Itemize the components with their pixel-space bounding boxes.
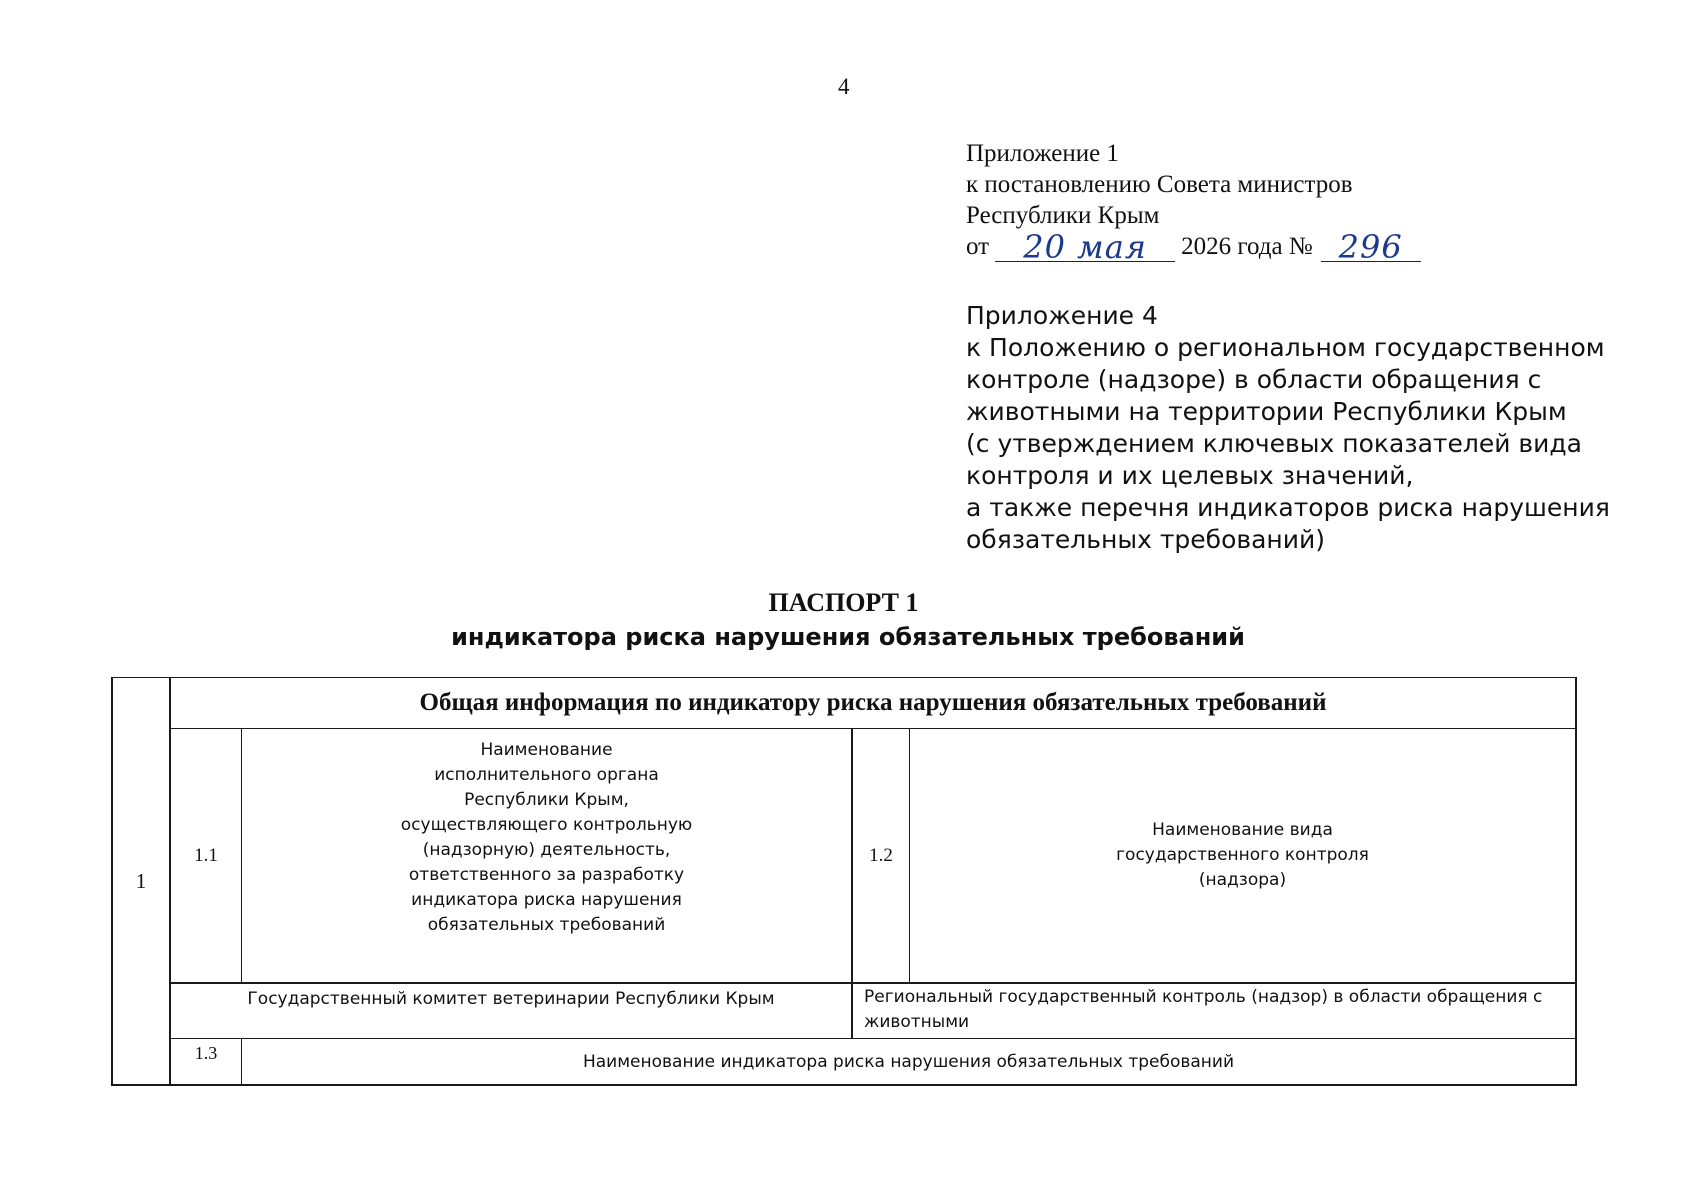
cell-label-1-1: [242, 729, 851, 943]
number-field: [1321, 228, 1421, 266]
label-line: ответственного за разработку: [408, 865, 685, 885]
appendix-4-line: контроля и их целевых значений,: [966, 461, 1414, 490]
appendix-4-line: к Положению о региональном государственном: [966, 333, 1605, 362]
label-line: Наименование: [480, 740, 613, 760]
cell-value-1-1: Государственный комитет ветеринарии Республики Крым: [247, 989, 775, 1009]
document-subtitle: индикатора риска нарушения обязательных требований: [451, 623, 1245, 651]
document-title: ПАСПОРТ 1: [768, 588, 919, 617]
appendix-4-line: животными на территории Республики Крым: [966, 397, 1567, 426]
label-line: государственного контроля: [1116, 845, 1369, 865]
appendix-1-date-line: [966, 228, 1421, 266]
appendix-4-line: контроле (надзоре) в области обращения с: [966, 365, 1542, 394]
label-line: осуществляющего контрольную: [400, 815, 693, 835]
cell-number-1-3: 1.3: [194, 1042, 218, 1063]
table-border: [1575, 677, 1577, 1086]
row-number: 1: [135, 868, 147, 893]
appendix-1-title: Приложение 1: [966, 140, 1119, 167]
appendix-4-line: обязательных требований): [966, 525, 1326, 554]
value-line: животными: [864, 1012, 970, 1032]
appendix-4-line: (с утверждением ключевых показателей вида: [966, 429, 1583, 458]
label-line: Наименование вида: [1152, 820, 1333, 840]
appendix-4-title: Приложение 4: [966, 301, 1158, 330]
cell-number-1-1: 1.1: [194, 844, 218, 866]
cell-label-1-2: [910, 729, 1575, 982]
label-line: Республики Крым,: [464, 790, 629, 810]
appendix-4-line: а также перечня индикаторов риска нарушения: [966, 493, 1610, 522]
table-header: Общая информация по индикатору риска нарушения обязательных требований: [419, 689, 1327, 716]
cell-value-1-2: [864, 985, 1573, 1035]
label-line: обязательных требований: [427, 915, 666, 935]
appendix-1-line-2: к постановлению Совета министров: [966, 171, 1353, 198]
handwritten-number: 296: [1338, 228, 1403, 266]
label-line: (надзора): [1198, 870, 1287, 890]
page-number: 4: [838, 74, 850, 99]
label-line: исполнительного органа: [434, 765, 659, 785]
appendix-4-block: [966, 300, 1610, 556]
date-prefix: от: [966, 233, 990, 260]
date-field: [995, 228, 1175, 266]
cell-label-1-3: Наименование индикатора риска нарушения обязательных требований: [582, 1051, 1235, 1072]
handwritten-date: 20 мая: [1023, 228, 1147, 266]
year-text: 2026 года №: [1181, 233, 1313, 260]
value-line: Региональный государственный контроль (надзор) в области обращения с: [864, 987, 1543, 1007]
appendix-1-block: [966, 138, 1421, 266]
table-border: [111, 1084, 1577, 1086]
appendix-1-line-3: Республики Крым: [966, 202, 1160, 229]
label-line: (надзорную) деятельность,: [422, 840, 671, 860]
cell-number-1-2: 1.2: [869, 844, 893, 866]
label-line: индикатора риска нарушения: [411, 890, 682, 910]
